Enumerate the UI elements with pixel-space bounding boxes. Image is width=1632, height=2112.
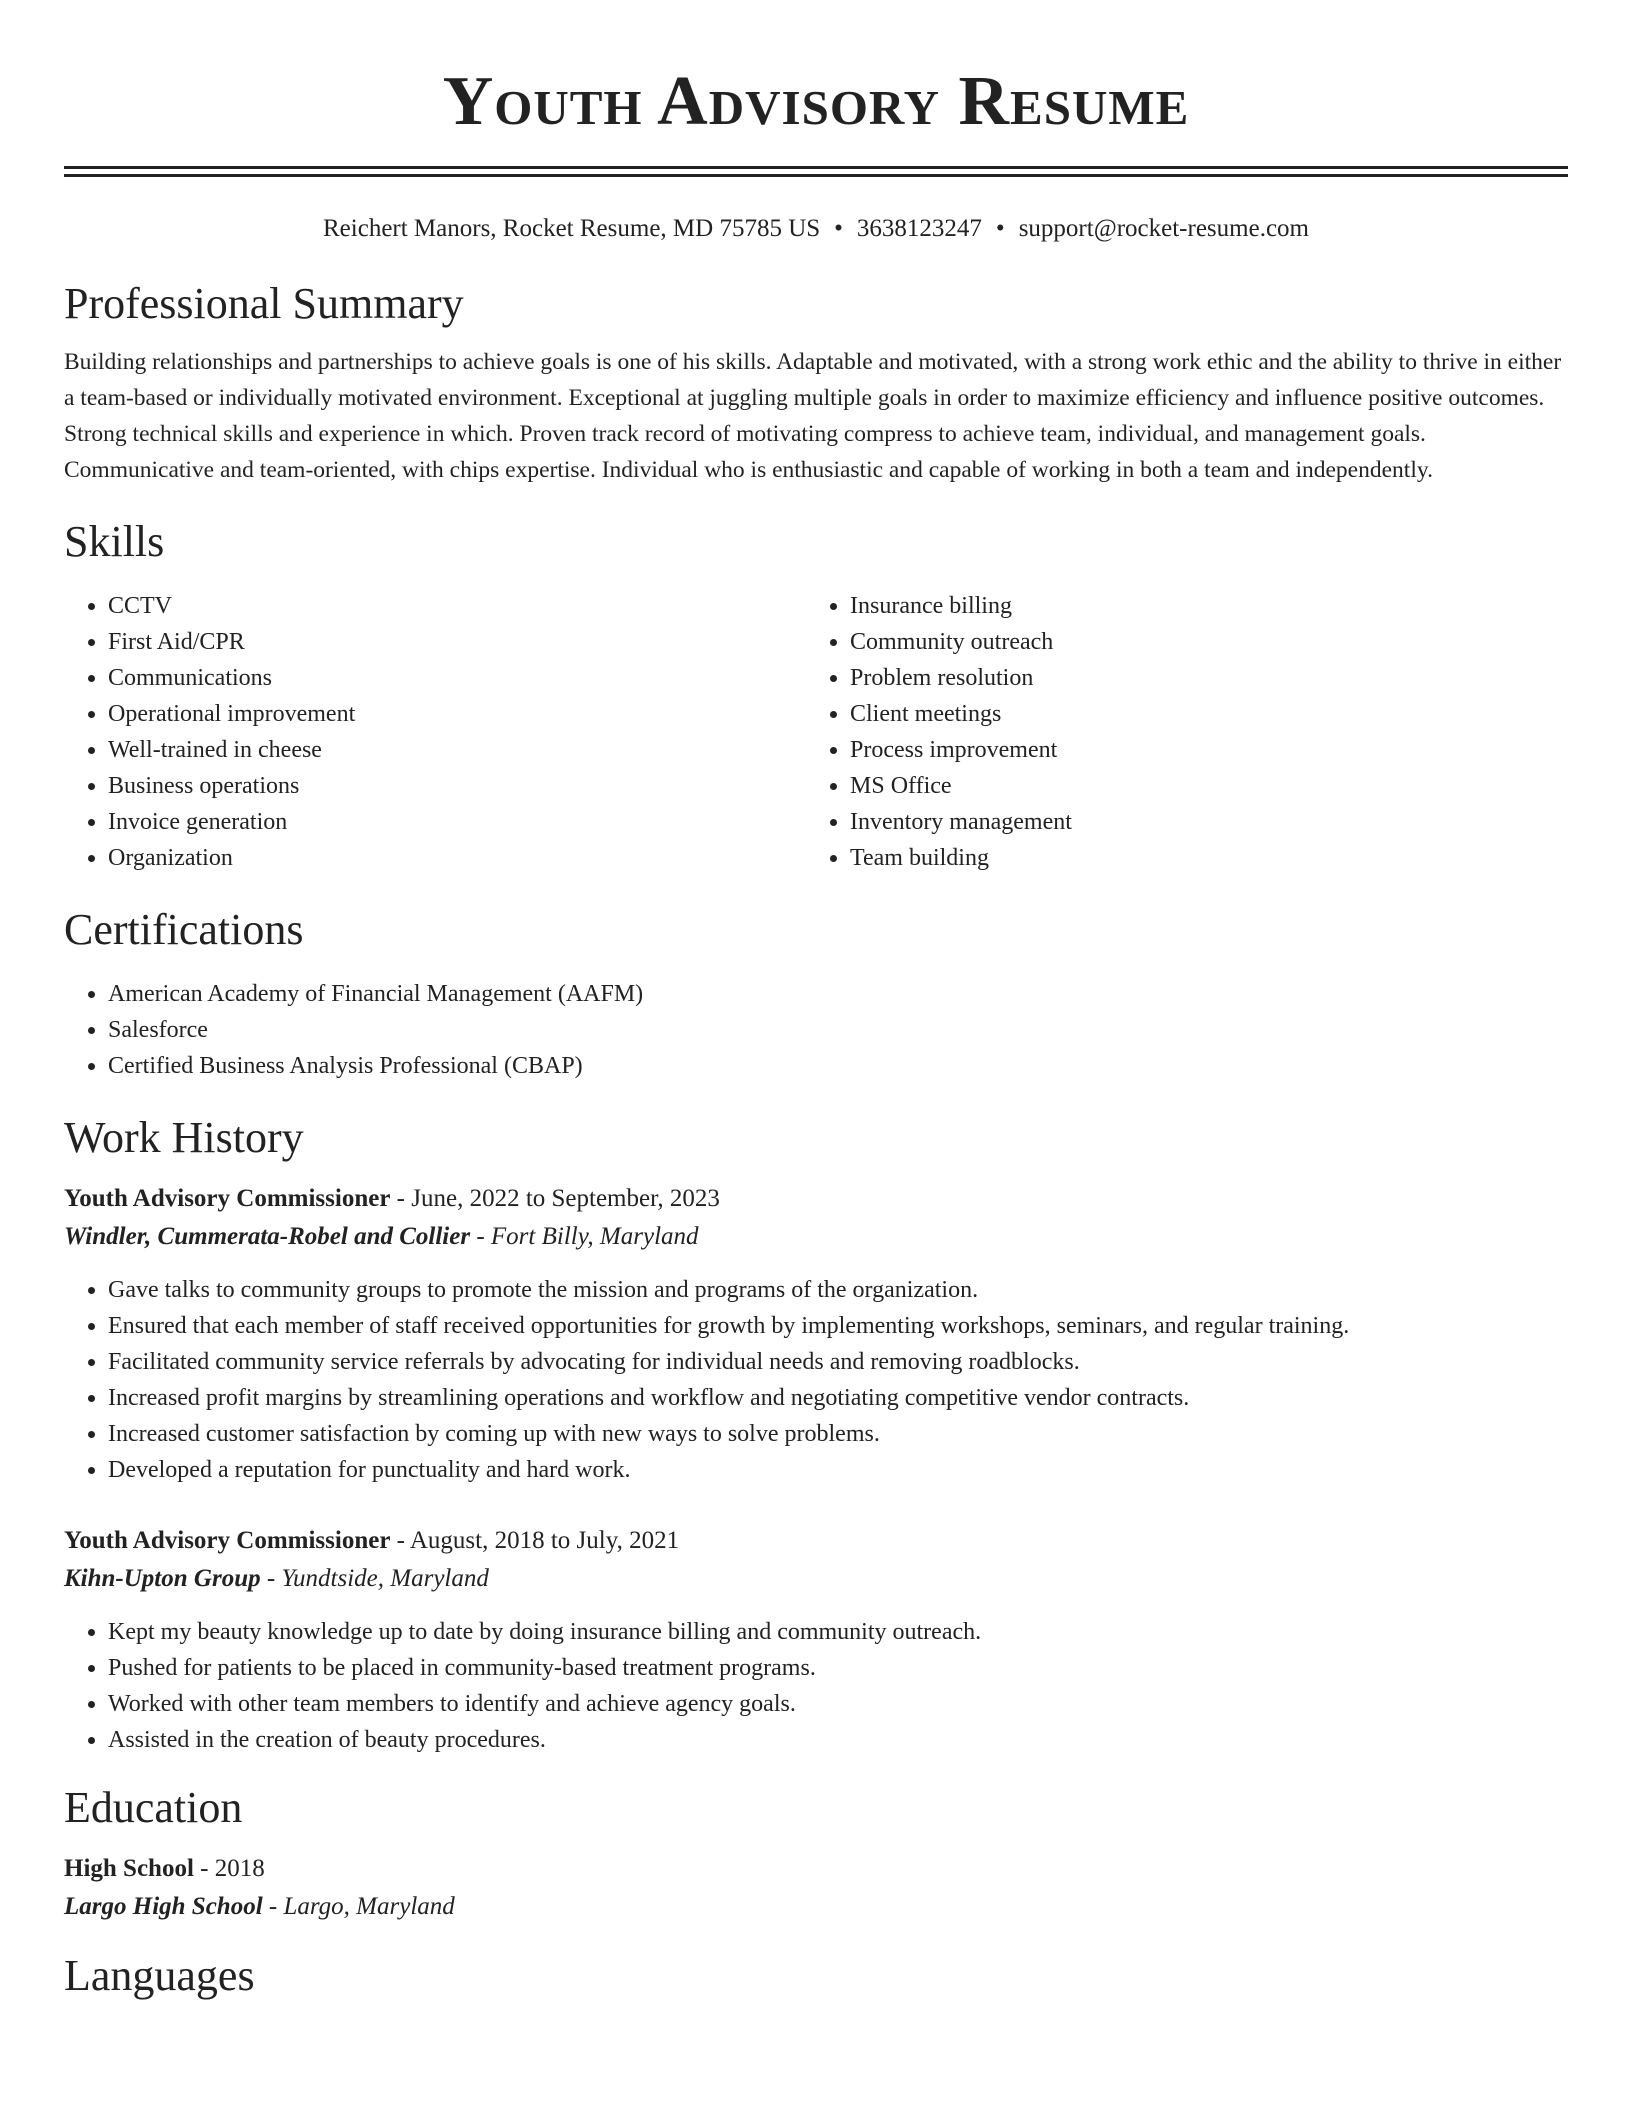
skills-column-left (64, 588, 816, 876)
list-item: • Kept my beauty knowledge up to date by doing insurance billing and community outreach. (108, 1614, 1568, 1650)
contact-separator: • (995, 215, 1005, 242)
job-company: Windler, Cummerata-Robel and Collier (64, 1223, 471, 1250)
job-header (64, 1522, 1568, 1560)
list-item: • Well-trained in cheese (108, 732, 816, 768)
resume-title: Youth Advisory Resume (442, 63, 1190, 140)
list-item: • Invoice generation (108, 804, 816, 840)
job-dates: - June, 2022 to September, 2023 (390, 1185, 720, 1212)
list-item: • First Aid/CPR (108, 624, 816, 660)
skills-heading: Skills (64, 517, 165, 566)
job-location: - Yundtside, Maryland (260, 1565, 489, 1592)
education-location: - Largo, Maryland (262, 1893, 455, 1920)
list-item: • Communications (108, 660, 816, 696)
list-item: • Increased profit margins by streamlining operations and workflow and negotiating competitive vendor contracts. (108, 1380, 1568, 1416)
job-location: - Fort Billy, Maryland (470, 1223, 699, 1250)
job-employer (64, 1218, 1568, 1256)
education-school-line (64, 1888, 1568, 1926)
list-item: • Increased customer satisfaction by coming up with new ways to solve problems. (108, 1416, 1568, 1452)
contact-line (64, 213, 1568, 245)
job-header (64, 1180, 1568, 1218)
list-item: • Facilitated community service referrals by advocating for individual needs and removing roadblocks. (108, 1344, 1568, 1380)
education-entry (64, 1850, 1568, 1926)
summary-heading: Professional Summary (64, 279, 464, 328)
list-item: • Process improvement (850, 732, 1568, 768)
job-company: Kihn-Upton Group (64, 1565, 261, 1592)
certifications-list (64, 976, 1568, 1084)
list-item: • Worked with other team members to identify and achieve agency goals. (108, 1686, 1568, 1722)
list-item: • CCTV (108, 588, 816, 624)
contact-email[interactable]: support@rocket-resume.com (1018, 215, 1309, 242)
list-item: • Insurance billing (850, 588, 1568, 624)
list-item: • Pushed for patients to be placed in community-based treatment programs. (108, 1650, 1568, 1686)
list-item: • Operational improvement (108, 696, 816, 732)
education-year: - 2018 (193, 1855, 265, 1882)
languages-heading: Languages (64, 1951, 255, 2000)
certifications-heading: Certifications (64, 905, 304, 954)
contact-separator: • (834, 215, 843, 242)
skills-list (64, 588, 1568, 876)
list-item: • Client meetings (850, 696, 1568, 732)
list-item: • Salesforce (108, 1012, 1568, 1048)
job-entry (64, 1180, 1568, 1488)
job-title: Youth Advisory Commissioner (64, 1185, 391, 1212)
job-employer (64, 1560, 1568, 1598)
education-school: Largo High School (64, 1893, 263, 1920)
list-item: • Inventory management (850, 804, 1568, 840)
contact-phone: 3638123247 (856, 215, 982, 242)
list-item: • Organization (108, 840, 816, 876)
list-item: • Assisted in the creation of beauty procedures. (108, 1722, 1568, 1758)
list-item: • Business operations (108, 768, 816, 804)
job-entry (64, 1522, 1568, 1758)
list-item: • Team building (850, 840, 1568, 876)
job-title: Youth Advisory Commissioner (64, 1527, 391, 1554)
list-item: • Ensured that each member of staff received opportunities for growth by implementing workshops, seminars, and regular training. (108, 1308, 1568, 1344)
list-item: • Community outreach (850, 624, 1568, 660)
job-duties-list (64, 1614, 1568, 1758)
education-heading: Education (64, 1783, 243, 1832)
education-degree-line (64, 1850, 1568, 1888)
skills-column-right (816, 588, 1568, 876)
contact-address: Reichert Manors, Rocket Resume, MD 75785 US (323, 215, 821, 242)
list-item: • Developed a reputation for punctuality and hard work. (108, 1452, 1568, 1488)
job-duties-list (64, 1272, 1568, 1488)
list-item: • American Academy of Financial Management (AAFM) (108, 976, 1568, 1012)
education-degree: High School (64, 1855, 194, 1882)
list-item: • MS Office (850, 768, 1568, 804)
job-dates: - August, 2018 to July, 2021 (390, 1527, 680, 1554)
list-item: • Certified Business Analysis Professional (CBAP) (108, 1048, 1568, 1084)
summary-text: Building relationships and partnerships to achieve goals is one of his skills. Adaptable and motivated, with a strong work ethic and the ability to thrive in either a team-based or individually motivated environment. Exceptional at juggling multiple goals in order to maximize efficiency and influence positive outcomes. Strong technical skills and experience in which. Proven track record of motivating compress to achieve team, individual, and management goals. Communicative and team-oriented, with chips expertise. Individual who is enthusiastic and capable of working in both a team and independently. (64, 349, 1562, 483)
list-item: • Problem resolution (850, 660, 1568, 696)
title-divider (64, 166, 1568, 177)
list-item: • Gave talks to community groups to promote the mission and programs of the organization. (108, 1272, 1568, 1308)
work-history-heading: Work History (64, 1113, 304, 1162)
